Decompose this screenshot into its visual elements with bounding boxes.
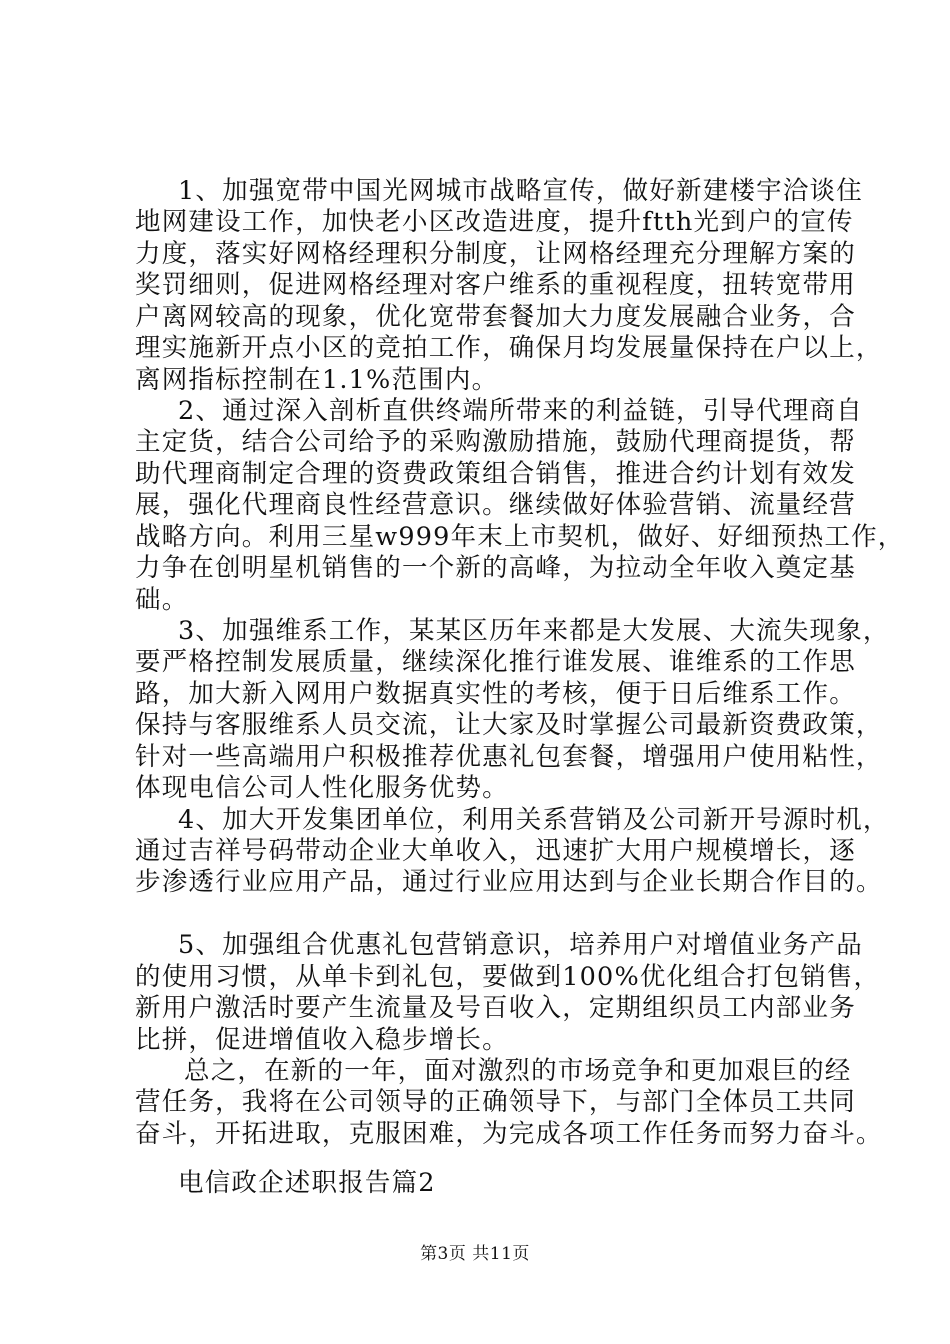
paragraph-5-line-3: 新用户激活时要产生流量及号百收入，定期组织员工内部业务 [135, 993, 856, 1023]
paragraph-4-line-1: 4、加大开发集团单位，利用关系营销及公司新开号源时机， [178, 805, 890, 835]
paragraph-1-line-5: 户离网较高的现象，优化宽带套餐加大力度发展融合业务，合 [135, 302, 856, 332]
paragraph-5-line-1: 5、加强组合优惠礼包营销意识，培养用户对增值业务产品 [178, 930, 863, 960]
paragraph-3-line-3: 路，加大新入网用户数据真实性的考核，便于日后维系工作。 [135, 679, 856, 709]
section-heading: 电信政企述职报告篇2 [178, 1168, 436, 1198]
paragraph-2-line-1: 2、通过深入剖析直供终端所带来的利益链，引导代理商自 [178, 396, 863, 426]
paragraph-3-line-6: 体现电信公司人性化服务优势。 [135, 773, 509, 803]
paragraph-5-line-2: 的使用习惯，从单卡到礼包，要做到100%优化组合打包销售， [135, 962, 881, 992]
paragraph-1-line-2: 地网建设工作，加快老小区改造进度，提升ftth光到户的宣传 [135, 207, 854, 237]
conclusion-line-3: 奋斗，开拓进取，克服困难，为完成各项工作任务而努力奋斗。 [135, 1119, 883, 1149]
paragraph-1-line-1: 1、加强宽带中国光网城市战略宣传，做好新建楼宇洽谈住 [178, 176, 863, 206]
paragraph-1-line-4: 奖罚细则，促进网格经理对客户维系的重视程度，扭转宽带用 [135, 270, 856, 300]
paragraph-4-line-2: 通过吉祥号码带动企业大单收入，迅速扩大用户规模增长，逐 [135, 836, 856, 866]
paragraph-2-line-6: 力争在创明星机销售的一个新的高峰，为拉动全年收入奠定基 [135, 553, 856, 583]
paragraph-2-line-4: 展，强化代理商良性经营意识。继续做好体验营销、流量经营 [135, 490, 856, 520]
paragraph-1-line-7: 离网指标控制在1.1%范围内。 [135, 365, 499, 395]
paragraph-3-line-5: 针对一些高端用户积极推荐优惠礼包套餐，增强用户使用粘性， [135, 742, 883, 772]
paragraph-5-line-4: 比拼，促进增值收入稳步增长。 [135, 1025, 509, 1055]
paragraph-2-line-5: 战略方向。利用三星w999年末上市契机，做好、好细预热工作， [135, 522, 905, 552]
paragraph-2-line-3: 助代理商制定合理的资费政策组合销售，推进合约计划有效发 [135, 459, 856, 489]
conclusion-line-1: 总之，在新的一年，面对激烈的市场竞争和更加艰巨的经 [184, 1056, 852, 1086]
paragraph-1-line-3: 力度，落实好网格经理积分制度，让网格经理充分理解方案的 [135, 239, 856, 269]
paragraph-2-line-7: 础。 [135, 585, 189, 615]
paragraph-3-line-1: 3、加强维系工作，某某区历年来都是大发展、大流失现象， [178, 616, 890, 646]
page-number-footer: 第3页 共11页 [420, 1244, 530, 1264]
conclusion-line-2: 营任务，我将在公司领导的正确领导下，与部门全体员工共同 [135, 1087, 856, 1117]
paragraph-1-line-6: 理实施新开点小区的竞拍工作，确保月均发展量保持在户以上， [135, 333, 883, 363]
paragraph-2-line-2: 主定货，结合公司给予的采购激励措施，鼓励代理商提货，帮 [135, 427, 856, 457]
paragraph-3-line-2: 要严格控制发展质量，继续深化推行谁发展、谁维系的工作思 [135, 647, 856, 677]
paragraph-3-line-4: 保持与客服维系人员交流，让大家及时掌握公司最新资费政策， [135, 710, 883, 740]
paragraph-4-line-3: 步渗透行业应用产品，通过行业应用达到与企业长期合作目的。 [135, 867, 883, 897]
